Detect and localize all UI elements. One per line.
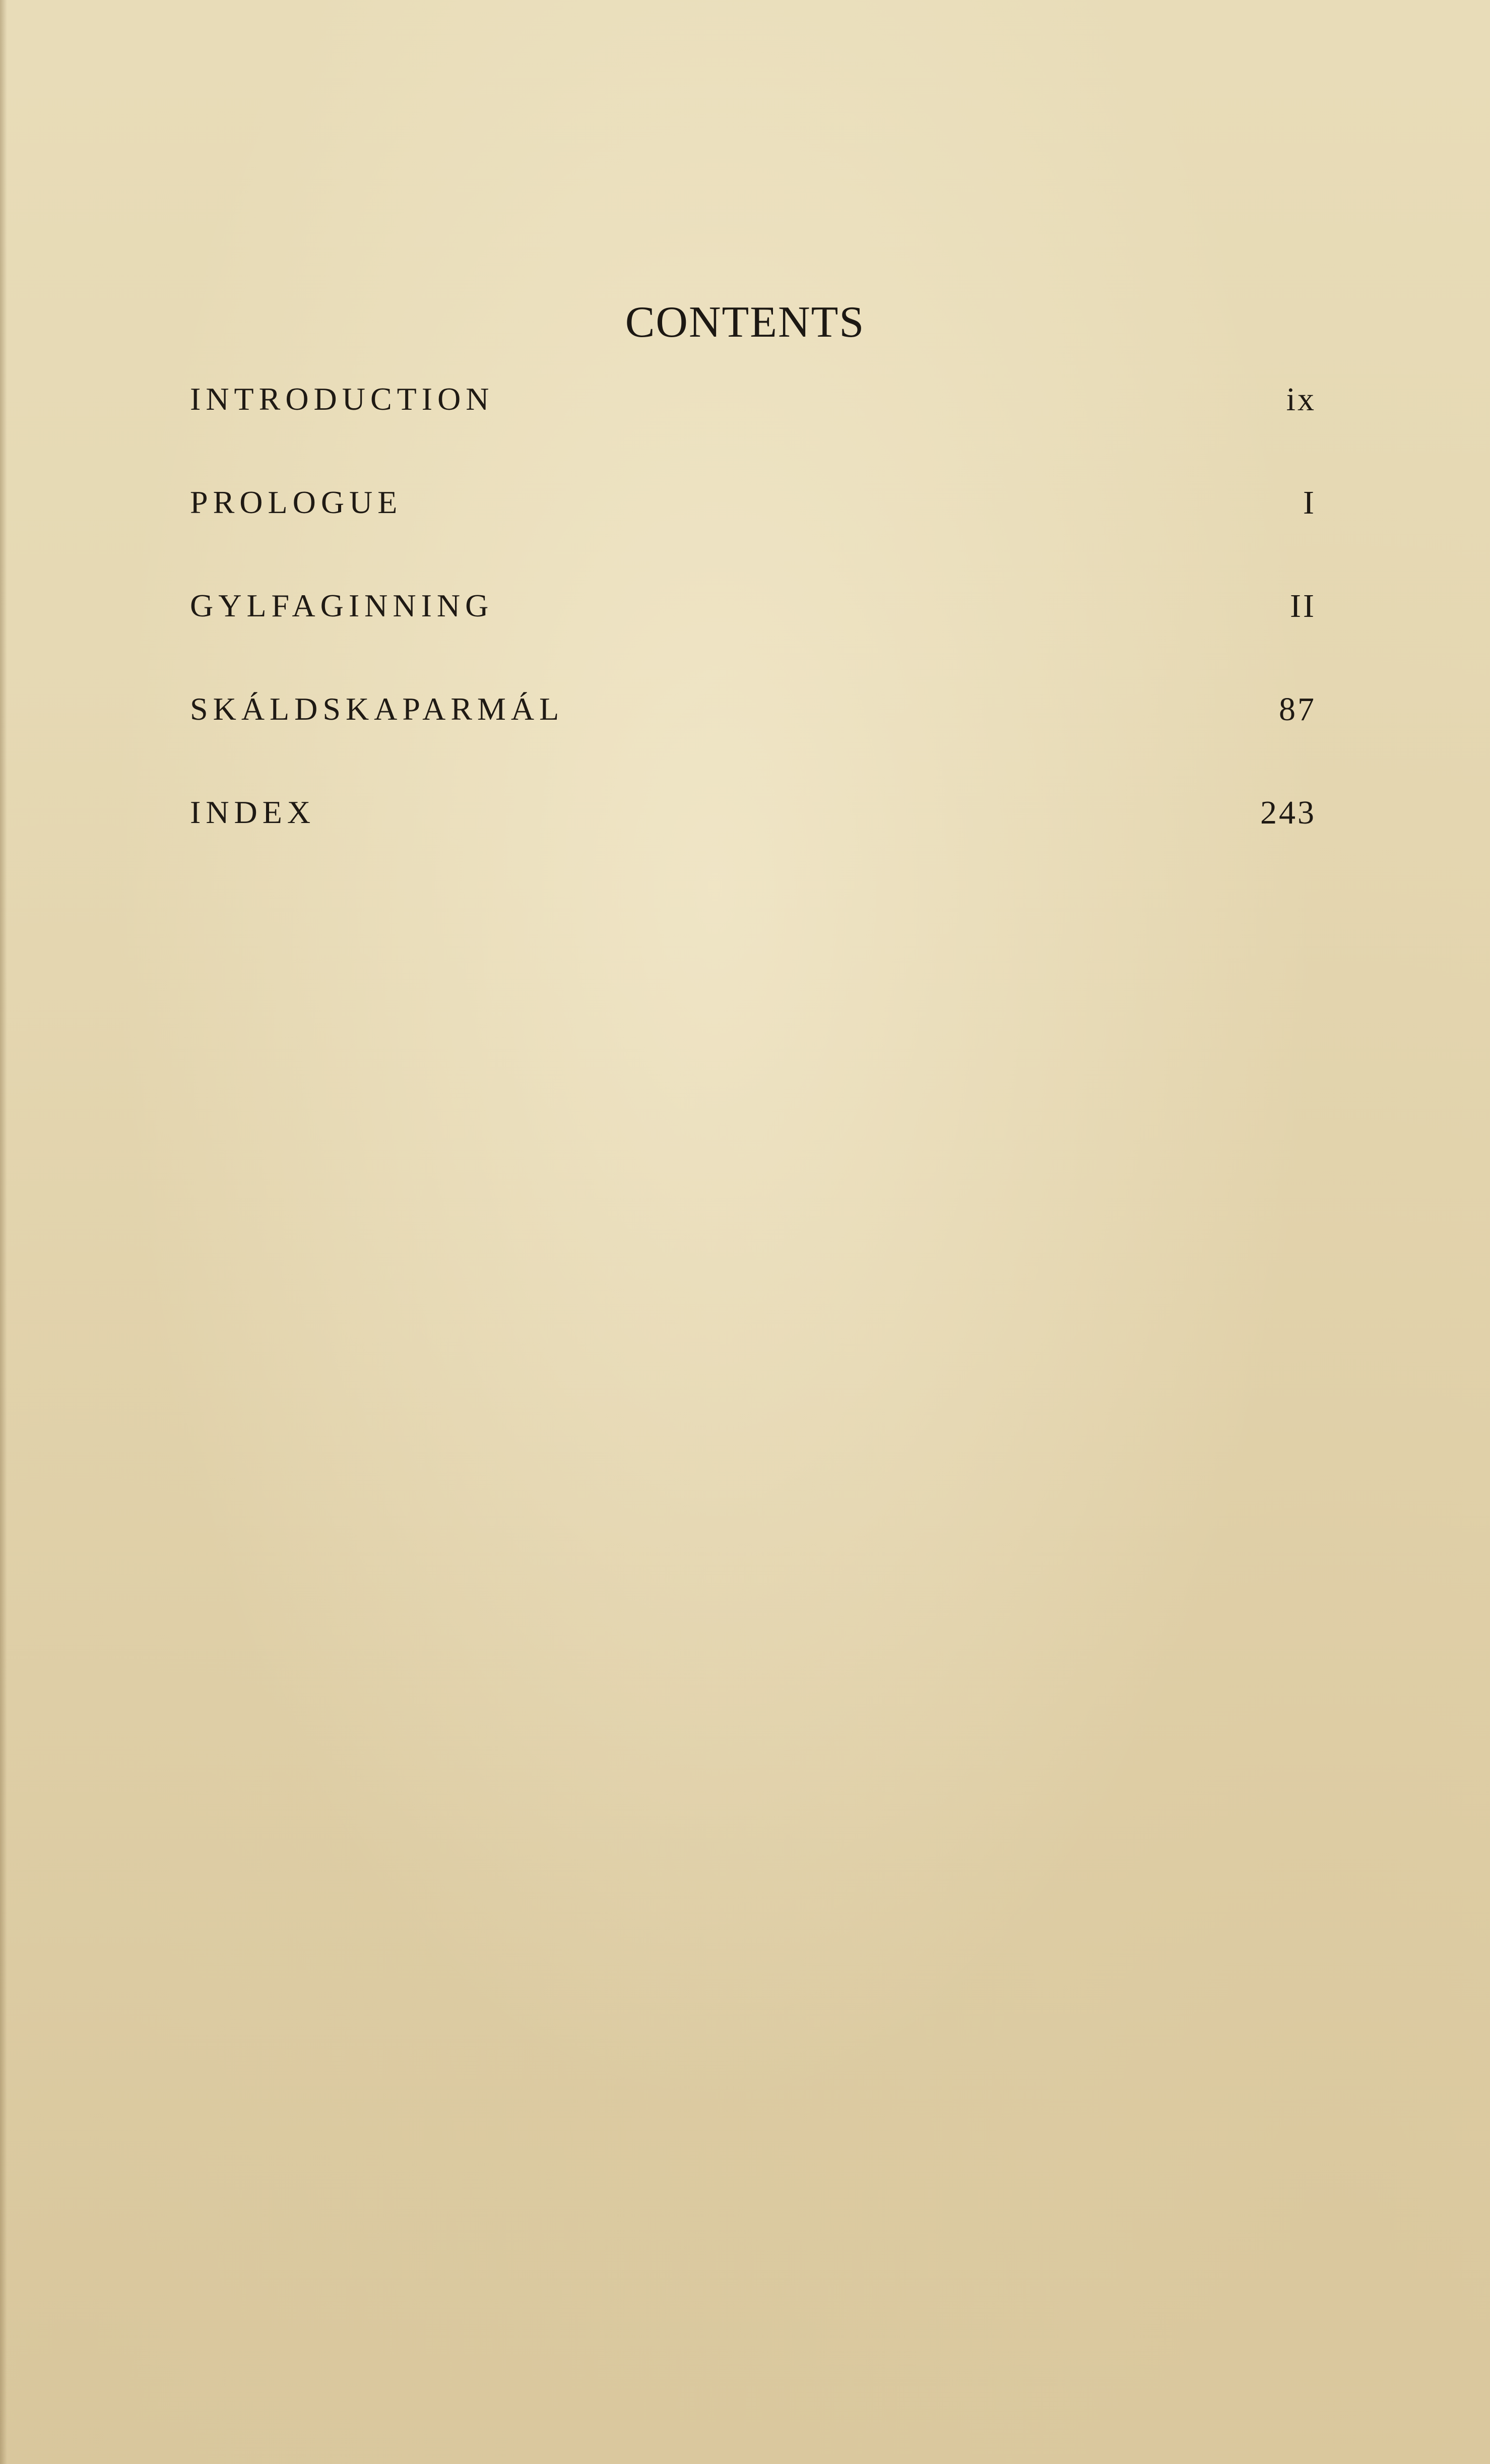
toc-entry-index[interactable] bbox=[190, 794, 1316, 897]
toc-entry-title: GYLFAGINNING bbox=[190, 588, 494, 623]
toc-entry-title: INTRODUCTION bbox=[190, 381, 494, 417]
toc-entry-skaldskaparmal[interactable] bbox=[190, 690, 1316, 794]
toc-entry-gylfaginning[interactable] bbox=[190, 587, 1316, 690]
toc-entry-page: 243 bbox=[1260, 794, 1316, 831]
table-of-contents bbox=[190, 381, 1316, 897]
toc-entry-title: PROLOGUE bbox=[190, 484, 403, 520]
page-title: CONTENTS bbox=[625, 297, 865, 347]
toc-entry-page: I bbox=[1303, 484, 1316, 521]
toc-entry-prologue[interactable] bbox=[190, 484, 1316, 587]
toc-entry-title: INDEX bbox=[190, 794, 316, 830]
toc-entry-page: 87 bbox=[1279, 691, 1316, 728]
toc-entry-page: ix bbox=[1286, 381, 1316, 418]
spine-shadow bbox=[0, 0, 7, 2464]
toc-entry-title: SKÁLDSKAPARMÁL bbox=[190, 691, 564, 727]
toc-entry-page: II bbox=[1290, 588, 1316, 624]
toc-entry-introduction[interactable] bbox=[190, 381, 1316, 484]
